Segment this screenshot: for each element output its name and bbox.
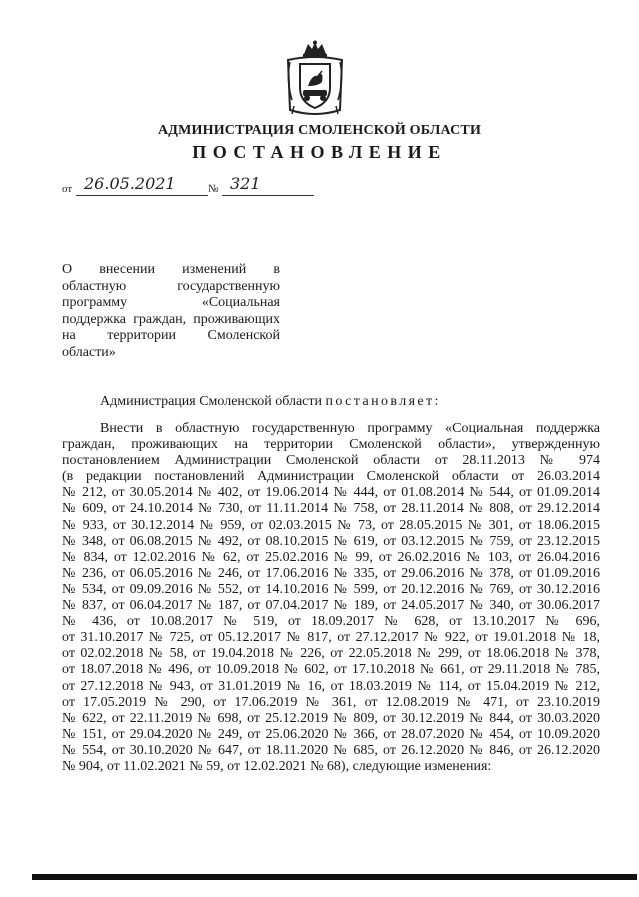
subject-line: области» xyxy=(62,344,116,360)
body-line: от 27.12.2018 № 943, от 31.01.2019 № 16, от 18.03.2019 № 114, от 15.04.2019 № 212, xyxy=(62,678,600,694)
body-line: № 348, от 06.08.2015 № 492, от 08.10.2015 № 619, от 03.12.2015 № 759, от 23.12.2015 xyxy=(62,533,600,549)
body-line: № 609, от 24.10.2014 № 730, от 11.11.2014 № 758, от 28.11.2014 № 808, от 29.12.2014 xyxy=(62,501,600,517)
decree-verb: постановляет: xyxy=(325,394,441,409)
body-line: от 18.07.2018 № 496, от 10.09.2018 № 602, от 17.10.2018 № 661, от 29.11.2018 № 785, xyxy=(62,662,600,678)
scan-edge-bar xyxy=(32,874,637,880)
document-subject xyxy=(62,262,280,361)
number-underline xyxy=(222,195,314,196)
body-line: граждан, проживающих на территории Смоленской области», утвержденную xyxy=(62,437,600,453)
body-line: от 17.05.2019 № 290, от 17.06.2019 № 361, от 12.08.2019 № 471, от 23.10.2019 xyxy=(62,694,600,710)
document-type-title: ПОСТАНОВЛЕНИЕ xyxy=(192,142,447,162)
body-line: № 554, от 30.10.2020 № 647, от 18.11.2020 № 685, от 26.12.2020 № 846, от 26.12.2020 xyxy=(62,742,600,758)
body-line: № 834, от 12.02.2016 № 62, от 25.02.2016 № 99, от 26.02.2016 № 103, от 26.04.2016 xyxy=(62,549,600,565)
body-line: № 534, от 09.09.2016 № 552, от 14.10.2016 № 599, от 20.12.2016 № 769, от 30.12.2016 xyxy=(62,581,600,597)
organization-name: АДМИНИСТРАЦИЯ СМОЛЕНСКОЙ ОБЛАСТИ xyxy=(157,123,482,138)
date-from-label: от xyxy=(62,183,73,195)
decree-prefix: Администрация Смоленской области xyxy=(100,394,323,409)
handwritten-number: 321 xyxy=(230,174,261,193)
body-line: № 436, от 10.08.2017 № 519, от 18.09.2017 № 628, от 13.10.2017 № 696, xyxy=(62,614,600,630)
body-line: № 837, от 06.04.2017 № 187, от 07.04.2017 № 189, от 24.05.2017 № 340, от 30.06.2017 xyxy=(62,598,600,614)
body-line: Внести в областную государственную программу «Социальная поддержка xyxy=(100,421,600,436)
date-underline xyxy=(76,195,208,196)
body-line: (в редакции постановлений Администрации Смоленской области от 26.03.2014 xyxy=(62,469,600,485)
coat-of-arms-emblem xyxy=(282,40,348,118)
subject-line: поддержка граждан, проживающих xyxy=(62,311,280,327)
body-line: от 02.02.2018 № 58, от 19.04.2018 № 226, от 22.05.2018 № 299, от 18.06.2018 № 378, xyxy=(62,646,600,662)
body-line: № 236, от 06.05.2016 № 246, от 17.06.2016 № 335, от 29.06.2016 № 378, от 01.09.2016 xyxy=(62,565,600,581)
document-body xyxy=(62,421,600,775)
subject-line: на территории Смоленской xyxy=(62,328,280,343)
number-label: № xyxy=(208,183,219,195)
decree-statement xyxy=(100,394,441,410)
body-line: № 933, от 30.12.2014 № 959, от 02.03.2015 № 73, от 28.05.2015 № 301, от 18.06.2015 xyxy=(62,517,600,533)
body-line: № 212, от 30.05.2014 № 402, от 19.06.2014 № 444, от 01.08.2014 № 544, от 01.09.2014 xyxy=(62,485,600,501)
subject-line: программу «Социальная xyxy=(62,295,280,310)
body-line: от 31.10.2017 № 725, от 05.12.2017 № 817, от 27.12.2017 № 922, от 19.01.2018 № 18, xyxy=(62,630,600,646)
body-line: постановлением Администрации Смоленской области от 28.11.2013 № 974 xyxy=(62,453,600,469)
subject-line: областную государственную xyxy=(62,278,280,294)
body-line: № 904, от 11.02.2021 № 59, от 12.02.2021 № 68), следующие изменения: xyxy=(62,758,492,774)
body-line: № 151, от 29.04.2020 № 249, от 25.06.2020 № 366, от 28.07.2020 № 454, от 10.09.2020 xyxy=(62,726,600,742)
subject-line: О внесении изменений в xyxy=(62,262,280,277)
handwritten-date: 26.05.2021 xyxy=(84,174,176,193)
body-line: № 622, от 22.11.2019 № 698, от 25.12.2019 № 809, от 30.12.2019 № 844, от 30.03.2020 xyxy=(62,710,600,726)
